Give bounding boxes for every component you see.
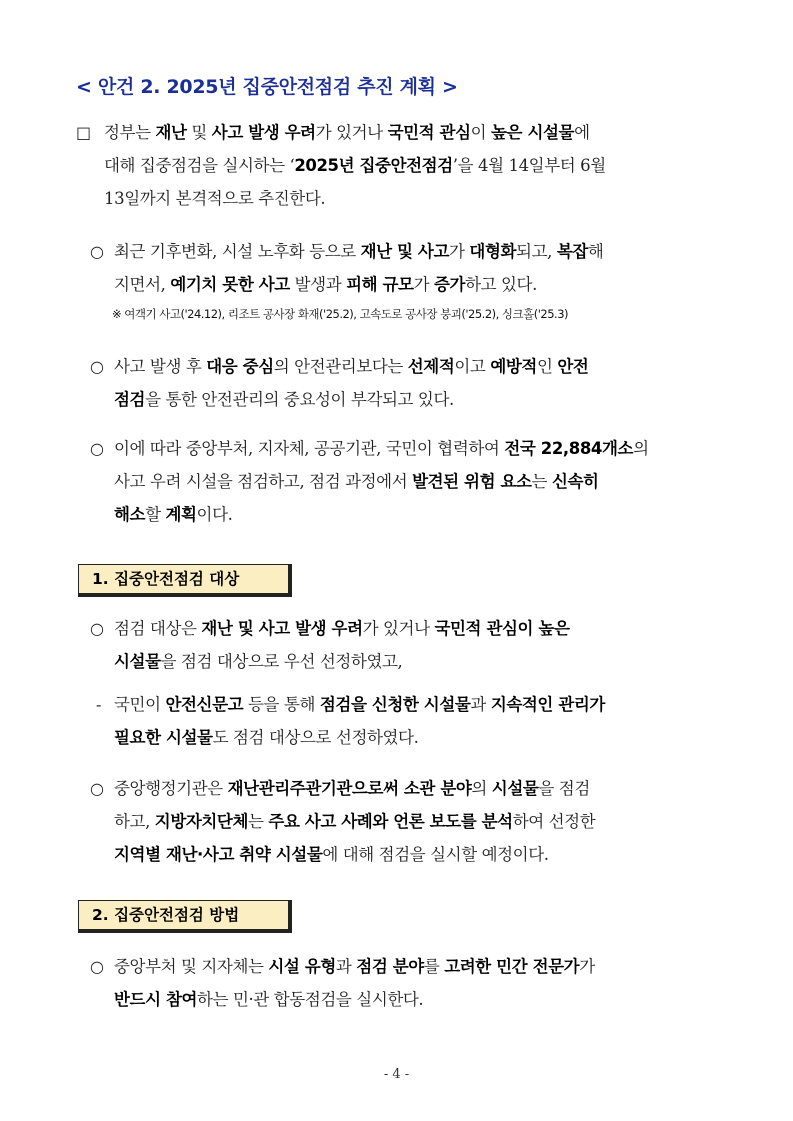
body-text: 사고 우려 시설을 점검하고, 점검 과정에서 (114, 472, 413, 491)
body-text: 을 점검 대상으로 우선 선정하였고, (160, 652, 403, 671)
text-line (114, 465, 649, 498)
body-text: 을 점검 (538, 779, 590, 798)
body-text: 하고, (114, 812, 155, 831)
emphasis-text: 반드시 참여 (114, 990, 198, 1009)
text-line (114, 432, 649, 465)
emphasis-text: 지방자치단체 (154, 812, 249, 831)
text-line (114, 235, 603, 268)
body-text: 이에 따라 중앙부처, 지자체, 공공기관, 국민이 협력하여 (114, 439, 505, 458)
body-text: 인 (536, 357, 558, 376)
emphasis-text: 시설물 (114, 652, 161, 671)
emphasis-text: 지속적인 관리가 (490, 695, 605, 714)
bullet-marker: ○ (90, 619, 104, 638)
page-number: - 4 - (383, 1067, 410, 1082)
body-text: 는 (531, 472, 552, 491)
text-line (114, 350, 588, 383)
body-text: 발생과 (289, 275, 347, 294)
body-text: 의 (471, 779, 492, 798)
text-line (104, 116, 606, 149)
method-paragraph (114, 950, 595, 1016)
text-line (114, 838, 595, 871)
intro-marker: □ (76, 123, 92, 142)
emphasis-text: 대응 중심 (206, 357, 274, 376)
emphasis-text: 피해 규모 (346, 275, 414, 294)
text-line (114, 645, 570, 678)
body-text: 점검 대상은 (114, 619, 202, 638)
emphasis-text: 안전신문고 (165, 695, 244, 714)
body-text: 에 (574, 123, 590, 142)
emphasis-text: 점검 분야 (356, 957, 424, 976)
bullet-marker: ○ (90, 779, 104, 798)
body-text: 도 점검 대상으로 선정하였다. (212, 728, 419, 747)
body-text: 정부는 (104, 123, 156, 142)
emphasis-text: 사고 발생 우려 (211, 123, 316, 142)
emphasis-text: 2025년 집중안전점검 (294, 156, 453, 175)
body-text: 는 (248, 812, 269, 831)
emphasis-text: 전국 22,884개소 (504, 439, 634, 458)
body-text: 13일까지 본격적으로 추진한다. (104, 189, 326, 208)
emphasis-text: 안전 (557, 357, 589, 376)
emphasis-text: 재난 및 사고 발생 우려 (201, 619, 363, 638)
text-line (114, 383, 588, 416)
emphasis-text: 증가 (434, 275, 466, 294)
target-paragraph-criteria (114, 612, 570, 678)
emphasis-text: 복잡 (556, 242, 588, 261)
text-line (114, 268, 603, 301)
body-text: 과 (335, 957, 357, 976)
target-paragraph-citizen (114, 688, 605, 754)
emphasis-text: 지역별 재난·사고 취약 시설물 (114, 845, 323, 864)
emphasis-text: 높은 시설물 (491, 123, 575, 142)
emphasis-text: 주요 사고 사례와 언론 보도를 분석 (268, 812, 513, 831)
emphasis-text: 발견된 위험 요소 (412, 472, 532, 491)
bullet-marker: ○ (90, 242, 104, 261)
text-line (114, 805, 595, 838)
body-text: 하여 선정한 (512, 812, 596, 831)
body-text: 가 (449, 242, 470, 261)
body-text: 의 (633, 439, 649, 458)
body-text: 가 있거나 (362, 619, 435, 638)
section-heading-methods: 2. 집중안전점검 방법 (78, 900, 292, 933)
body-text: 를 (423, 957, 445, 976)
emphasis-text: 예방적 (490, 357, 537, 376)
body-text: 국민이 (114, 695, 166, 714)
emphasis-text: 시설물 (491, 779, 539, 798)
body-text: 의 안전관리보다는 (273, 357, 408, 376)
emphasis-text: 시설 유형 (268, 957, 336, 976)
incident-note: ※ 여객기 사고('24.12), 리조트 공사장 화재('25.2), 고속도로 공사장 붕괴('25.2), 싱크홀('25.3) (112, 307, 569, 321)
body-text: 되고, (516, 242, 557, 261)
body-text: 가 (579, 957, 595, 976)
body-text: 하고 있다. (465, 275, 537, 294)
body-text: 등을 통해 (243, 695, 320, 714)
body-text: 이고 (454, 357, 491, 376)
body-text: 이 (470, 123, 492, 142)
body-text: 최근 기후변화, 시설 노후화 등으로 (114, 242, 361, 261)
body-text: 과 (470, 695, 491, 714)
text-line (114, 498, 649, 531)
text-line (114, 950, 595, 983)
intro-paragraph (104, 116, 606, 215)
emphasis-text: 재난 및 사고 (360, 242, 450, 261)
text-line (114, 772, 595, 805)
body-text: 하는 민·관 합동점검을 실시한다. (197, 990, 424, 1009)
emphasis-text: 선제적 (407, 357, 455, 376)
body-text: 이다. (196, 505, 233, 524)
body-text: 해 (587, 242, 604, 261)
emphasis-text: 계획 (165, 505, 197, 524)
emphasis-text: 국민적 관심이 높은 (434, 619, 570, 638)
emphasis-text: 필요한 시설물 (114, 728, 213, 747)
dash-marker: - (96, 695, 102, 714)
bullet-marker: ○ (90, 957, 104, 976)
body-text: ’을 4월 14일부터 6월 (452, 156, 606, 175)
text-line (114, 721, 605, 754)
text-line (114, 983, 595, 1016)
emphasis-text: 점검을 신청한 시설물 (319, 695, 471, 714)
emphasis-text: 대형화 (469, 242, 517, 261)
body-text: 중앙행정기관은 (114, 779, 228, 798)
section-heading-targets: 1. 집중안전점검 대상 (78, 564, 292, 597)
emphasis-text: 고려한 민간 전문가 (444, 957, 580, 976)
text-line (104, 149, 606, 182)
body-text: 에 대해 점검을 실시할 예정이다. (322, 845, 549, 864)
emphasis-text: 국민적 관심 (387, 123, 471, 142)
emphasis-text: 점검 (114, 390, 146, 409)
body-text: 사고 발생 후 (114, 357, 207, 376)
emphasis-text: 신속히 (551, 472, 599, 491)
emphasis-text: 재난관리주관기관으로써 소관 분야 (227, 779, 472, 798)
body-text: 가 (413, 275, 434, 294)
body-text: 가 있거나 (315, 123, 388, 142)
body-text: 중앙부처 및 지자체는 (114, 957, 269, 976)
emphasis-text: 예기치 못한 사고 (170, 275, 290, 294)
body-text: 을 통한 안전관리의 중요성이 부각되고 있다. (145, 390, 454, 409)
bullet-marker: ○ (90, 439, 104, 458)
page-title: < 안건 2. 2025년 집중안전점검 추진 계획 > (76, 76, 458, 98)
body-text: 대해 집중점검을 실시하는 ‘ (104, 156, 295, 175)
body-text: 지면서, (114, 275, 171, 294)
body-text: 및 (186, 123, 212, 142)
text-line (114, 612, 570, 645)
body-text: 할 (145, 505, 166, 524)
target-paragraph-agencies (114, 772, 595, 871)
bullet-paragraph-trends (114, 235, 603, 301)
emphasis-text: 해소 (114, 505, 146, 524)
bullet-paragraph-prevention (114, 350, 588, 416)
text-line (114, 688, 605, 721)
emphasis-text: 재난 (155, 123, 187, 142)
bullet-marker: ○ (90, 357, 104, 376)
bullet-paragraph-cooperation (114, 432, 649, 531)
text-line (104, 182, 606, 215)
